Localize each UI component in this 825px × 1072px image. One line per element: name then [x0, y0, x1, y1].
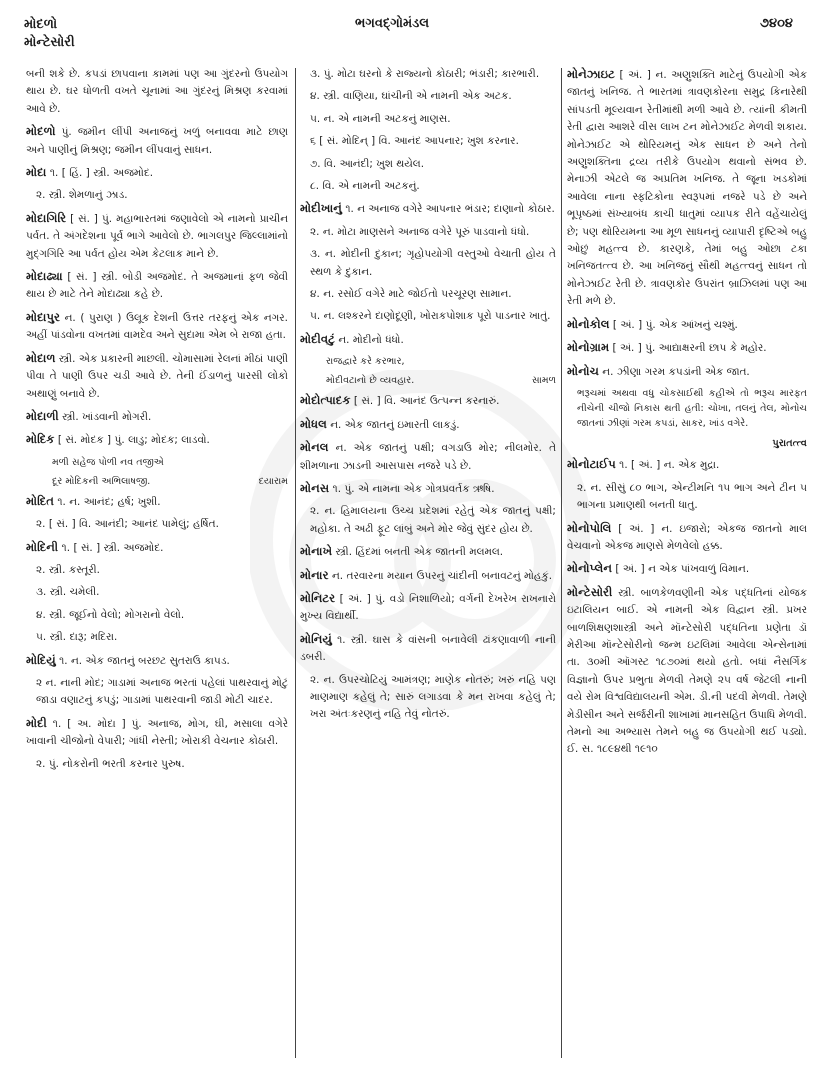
sub-sense: ૩. સ્ત્રી. ચમેલી. [36, 586, 100, 599]
sub-sense: ૮. વિ. એ નામની અટકનું. [310, 180, 420, 193]
headword: મોનાર [300, 567, 329, 582]
definition: સ્ત્રી. બાળકેળવણીની એક પદ્ધતિનાં યોજક ઇટાલિયન બાઈ. એ નામની એક વિદ્વાન સ્ત્રી. પ્રખર બાળશિક્ષણશાસ્ત્રી અને મૉન્ટેસોરી પદ્ધતિના પ્રણેતા ડૉ મેરીઆ મૉન્ટેસોરીનો જન્મ ઇટલિમાં આવેલા એન્સેનામાં તા. ૩૦મી ઑગસ્ટ ૧૮૭૦માં થયો હતો. બધાં નૈસર્ગિક વિજ્ઞાનો ઉપર પ્રભુતા મેળવી તેમણે ૨૫ વર્ષ જેટલી નાની વયે રોમ વિશ્વવિદ્યાલયની એમ. ડી.ની પદવી મેળવી. તેમણે મેડીસીન અને સર્જરીની શાખામાં માનસહિત ઉપાધિ મેળવી. તેમનો આ અભ્યાસ તેમને બહુ જ ઉપયોગી થઈ પડ્યો. ઈ. સ. ૧૮૯૪થી ૧૯૧૦ [567, 586, 808, 756]
definition: પું. જમીન લીંપી અનાજનું ખળું બનાવવા માટે છાણ અને પાણીનું મિશ્રણ; જમીન લીંપવાનું સાધન. [26, 126, 288, 156]
sub-sense: ૩. પું. મોટા ઘરનો કે રાજ્યનો કોઠારી; ભંડારી; કારભારી. [310, 68, 540, 80]
dictionary-entry [26, 493, 288, 511]
definition: સ્ત્રી. એક પ્રકારની માછલી. ચોમાસામાં રેલનાં મીઠાં પાણી પીવા તે પાણી ઉપર ચડી આવે છે. તેની ઈંડાળનું પારસી લોકો અથાણું બનાવે છે. [26, 352, 288, 400]
book-title: ભગવદ્ગોમંડલ [355, 16, 430, 31]
headword: મોદા [26, 165, 47, 180]
guide-words [24, 16, 75, 52]
definition: ૧. ન અનાજ વગેરે આપનાર ભંડાર; દાણાનો કોઠાર. [341, 203, 555, 216]
headword: મોનોગ્રામ [567, 340, 610, 355]
column-3 [567, 66, 807, 764]
dictionary-entry [300, 331, 556, 349]
definition: સ્ત્રી. ખાંડવાની મોગરી. [58, 410, 152, 423]
definition: ૧. ન. એક જાતનું બરછટ સુતરાઉ કાપડ. [55, 654, 230, 667]
definition: [ સં. મોદક ] પું. લાડુ; મોદક; લાડવો. [54, 434, 210, 447]
sub-sense: ૪. સ્ત્રી. વાણિયા, ઘાંચીની એ નામની એક અટક. [310, 90, 512, 103]
sub-sense: ૨ ન. નાની મોદ; ગાડામાં અનાજ ભરતાં પહેલાં પાથરવાનું મોટું જાડા વણાટનું કપડું; ગાડામાં પાથરવાની જાડી મોટી ચાદર. [36, 676, 288, 707]
sub-sense: ૨. [ સં. ] વિ. આનંદી; આનંદ પામેલું; હર્ષિત. [36, 518, 219, 531]
definition: ન. ( પુરાણ ) ઉલૂક દેશની ઉત્તર તરફનું એક નગર. અહીં પાંડવોના વખતમાં વામદેવ અને સુદામા એમ બે રાજા હતા. [26, 311, 288, 342]
sub-sense: ૨. ન. ઉપરચોટિયું આમંત્રણ; માણેક નોતરું; ખરું નહિ પણ માણમાણ કહેલું તે; સારું લગાડવા કે મન રાખવા કહેલું તે; ખરા અંતઃકરણનું નહિ તેવું નોતરું. [310, 673, 556, 721]
definition: [ સં. ] સ્ત્રી. બોડી અજમોદ. તે અજમાનાં ફળ જેવી થાય છે માટે તેને મોદાઢ્યા કહે છે. [26, 271, 288, 301]
definition: ન. એક જાતનું પક્ષી; વગડાઉ મોર; નીલમોર. તે શીમળાના ઝાડની આસપાસ નજરે પડે છે. [300, 442, 556, 472]
headword: મોદી [26, 715, 47, 730]
definition: ૧. [ હિં. ] સ્ત્રી. અજમોદ. [46, 167, 154, 180]
headword: મોનિટર [300, 590, 336, 605]
dictionary-entry [567, 520, 807, 556]
sub-sense: ૫. ન. એ નામની અટકનું માણસ. [310, 112, 451, 125]
sub-sense: ૨. પું. નોકરોની ભરતી કરનાર પુરુષ. [36, 757, 185, 770]
dictionary-entry [567, 339, 807, 357]
column-2 [300, 66, 556, 729]
sub-sense: ૨. ન. મોટા માણસને અનાજ વગેરે પૂરું પાડવાનો ધંધો. [310, 225, 530, 238]
definition: ૧. ન. આનંદ; હર્ષ; ખુશી. [53, 495, 161, 508]
sub-sense: ૪. ન. રસોઈ વગેરે માટે જોઈતો પરચૂરણ સામાન. [310, 288, 512, 301]
sub-sense: ૭. વિ. આનંદી; ખુશ થયેલ. [310, 157, 425, 170]
dictionary-entry [300, 543, 556, 561]
quote-text: મળી સહેજ પોળી નવ તજીએ [52, 456, 164, 468]
headword: મોદિક [26, 432, 55, 447]
definition: ૧. સ્ત્રી. ઘાસ કે વાંસની બનાવેલી ઢાંકણાવાળી નાની ડબરી. [300, 633, 556, 664]
headword: મોનાખે [300, 544, 333, 559]
dictionary-entry [300, 567, 556, 585]
page-number: ૭૪૦૪ [760, 16, 793, 31]
dictionary-entry [567, 363, 807, 381]
dictionary-entry [567, 456, 807, 474]
quote-text: ભરૂચમાં અથવા વધુ ચોકસાઈથી કહીએ તો ભરૂચ મારફત નીચેની ચીજો નિકાસ થતી હતી: ચોખા, તલનું તેલ, મોનોચ જાતનાં ઝીણાં ગરમ કપડાં, સાકર, ખાંડ વગેરે. [577, 387, 807, 429]
dictionary-entry [26, 539, 288, 557]
source-note: પુરાતત્ત્વ [772, 437, 807, 449]
headword: મોદિત [26, 493, 54, 508]
definition: [ અં. ] પું. આદ્યાક્ષરની છાપ કે મહોર. [609, 342, 767, 355]
definition: [ સં. ] પું. મહાભારતમાં જણાવેલો એ નામનો પ્રાચીન પર્વત. તે અંગદેશના પૂર્વ ભાગે આવેલો છે. ભાગલપુર જિલ્લામાંનો મુદ્‍ગગિરિ આ પર્વત હોય એમ કેટલાક માને છે. [26, 212, 288, 260]
quote-source: દયારામ [258, 475, 288, 487]
sub-sense: ૨. ન. હિમાલયના ઉચ્ચ પ્રદેશમાં રહેતું એક જાતનું પક્ષી; મહોકા. તે અઢી ફૂટ લાંબું અને મોર જેવું સુંદર હોય છે. [310, 505, 556, 535]
dictionary-entry [26, 350, 288, 403]
dictionary-entry [26, 123, 288, 159]
definition: [ અં. ] પું. વડો નિશાળિયો; વર્ગની દેખરેખ રાખનારો મુખ્ય વિદ્યાર્થી. [300, 592, 556, 623]
dictionary-entry [26, 268, 288, 304]
definition: ૧. [ અં. ] ન. એક મુદ્રા. [615, 459, 720, 472]
sub-sense: ૨. ન. સીસું ૮૦ ભાગ, એન્ટીમનિ ૧૫ ભાગ અને ટીન ૫ ભાગના પ્રમાણથી બનતી ધાતુ. [577, 481, 807, 512]
sub-sense: ૬ [ સં. મોદિન્ ] વિ. આનંદ આપનાર; ખુશ કરનાર. [310, 135, 519, 148]
dictionary-entry [567, 66, 807, 311]
headword: મોદિયું [26, 652, 56, 667]
dictionary-entry [26, 408, 288, 426]
dictionary-entry [300, 200, 556, 218]
sub-sense: ૨. સ્ત્રી. કસ્તૂરી. [36, 563, 101, 576]
quote-text: દૂર મોદિકની અભિલાષજી. [52, 475, 151, 487]
column-divider [561, 68, 562, 1058]
headword: મોદાગિરિ [26, 210, 67, 225]
sub-sense: ૫. ન. લશ્કરને દાણોદૂણી, ખોરાકપોશાક પૂરો પાડનાર ખાતું. [310, 310, 551, 323]
definition: [ અં. ] ન. અણુશક્તિ માટેનું ઉપયોગી એક જાતનું ખનિજ. તે ભારતમાં ત્રાવણકોરના સમુદ્ર કિનારેથી સાંપડતી મૂલ્યવાન રેતીમાંથી મળી આવે છે. ત્યાંની કીમતી રેતી દ્વારા આશરે વીસ લાખ ટન મોનેઝાઈટ મેળવી શકાય. મોનેઝાઈટ એ થોરિયમનું એક સાધન છે અને તેનો અણુશક્તિના દ્રવ્ય તરીકે ઉપયોગ થવાનો સંભવ છે. મેનાઝી એટલે જ અપ્રતિમ ખનિજ. તે જૂના ખડકોમાં આવેલા નાના સ્ફટિકોના સ્વરૂપમાં નજરે પડે છે અને ભૂપૃષ્ઠમાં સંખ્યાબંધ કાચી ધાતુમાં વ્યાપક રીતે વહેંચાયેલું છે; પણ થોરિયમના આ મૂળ સાધનનું વ્યાપારી દૃષ્ટિએ બહુ ઓછું મહત્ત્વ છે. કારણકે, તેમાં બહુ ઓછા ટકા ખનિજતત્ત્વ છે. આ ખનિજનું સૌથી મહત્ત્વનું સાધન તો મોનેઝાઈટ રેતી છે. ત્રાવણકોર ઉપરાંત બ્રાઝિલમાં પણ આ રેતી મળે છે. [567, 69, 807, 308]
headword: મોદીખાનું [300, 201, 342, 216]
headword: મોનેઝાઇટ [567, 67, 615, 81]
definition: [ અં. ] ન. ઇજારો; એકજ જાતનો માલ વેચવાનો એકજ માણસે મેળવેલો હક્ક. [567, 522, 807, 552]
dictionary-entry [26, 652, 288, 670]
definition: [ સં. ] વિ. આનંદ ઉત્પન્ન કરનારું. [350, 395, 500, 408]
dictionary-entry [567, 560, 807, 578]
headword: મોદોત્પાદક [300, 393, 351, 408]
guide-word-first: મોદળો [24, 17, 58, 32]
citation-quote [26, 474, 288, 489]
dictionary-entry [26, 164, 288, 182]
citation-quote [26, 455, 288, 470]
headword: મોદીવટું [300, 331, 335, 346]
definition: ન. તરવારના મયાન ઉપરનું ચાંદીની બનાવટનું મોહકું. [328, 569, 553, 582]
headword: મોનોકોલ [567, 316, 610, 331]
dictionary-entry [567, 584, 807, 759]
headword: મોન્ટેસોરી [567, 584, 613, 599]
citation-quote [300, 373, 556, 388]
definition: ન. મોદીનો ધંધો. [334, 333, 404, 346]
definition: ન. એક જાતનું ઇમારતી લાકડું. [326, 418, 460, 431]
citation-quote [300, 354, 556, 369]
citation-quote [567, 386, 807, 431]
definition: [ અં. ] ન એક પાંખવાળું વિમાન. [612, 563, 750, 576]
quote-text: રાજદ્વારે કરે કરભાર, [326, 356, 405, 368]
dictionary-entry [26, 210, 288, 263]
headword: મોનિયું [300, 631, 332, 646]
headword: મોનોપોલિ [567, 520, 612, 535]
headword: મોનોચ [567, 363, 599, 378]
dictionary-entry [300, 480, 556, 498]
dictionary-entry [300, 416, 556, 434]
sub-sense: ૫. સ્ત્રી. દારૂ; મદિરા. [36, 631, 118, 644]
definition: ૧. [ સં. ] સ્ત્રી. અજમોદ. [58, 541, 164, 554]
continued-text: બની શકે છે. કપડાં છાપવાના કામમાં પણ આ ગુંદરનો ઉપયોગ થાય છે. ઘર ધોળતી વખતે ચૂનામાં આ ગુંદરનું મિશ્રણ કરવામાં આવે છે. [26, 68, 288, 115]
headword: મોદાળી [26, 408, 59, 423]
headword: મોદાપુર [26, 309, 61, 324]
headword: મોદાળ [26, 350, 56, 365]
dictionary-entry [300, 439, 556, 475]
headword: મોદાઢ્યા [26, 269, 63, 284]
dictionary-entry [26, 431, 288, 449]
headword: મોનોપ્લેન [567, 561, 612, 576]
dictionary-entry [26, 309, 288, 345]
headword: મોનોટાઈપ [567, 457, 616, 472]
column-divider [295, 68, 296, 1058]
definition: ૧. પું. એ નામના એક ગોત્રપ્રવર્તક ઋષિ. [329, 482, 495, 495]
dictionary-entry [300, 631, 556, 667]
headword: મોધલ [300, 416, 327, 431]
definition: ૧. [ અ. મોદા ] પું. અનાજ, મોગ, ઘી, મસાલા વગેરે ખાવાની ચીજોનો વેપારી; ગાંધી નેસ્તી; ખોરાકી વેચનાર કોઠારી. [26, 717, 288, 748]
headword: મોનલ [300, 440, 329, 455]
column-1 [26, 48, 288, 778]
definition: [ અં. ] પું. એક આંખનું ચશ્મું. [609, 318, 738, 331]
quote-text: મોદીવટાનો છે વ્યવહાર. [326, 375, 415, 387]
headword: મોદિની [26, 539, 59, 554]
headword: મોનસ [300, 480, 330, 495]
dictionary-entry [300, 392, 556, 410]
dictionary-entry [300, 590, 556, 626]
quote-source: સામળ [531, 375, 556, 387]
sub-sense: ૩. ન. મોદીની દુકાન; ગૃહોપયોગી વસ્તુઓ વેચાતી હોય તે સ્થળ કે દુકાન. [310, 248, 556, 278]
guide-word-last: મોન્ટેસોરી [24, 35, 75, 50]
definition: સ્ત્રી. હિંદમાં બનતી એક જાતની મલમલ. [332, 546, 504, 559]
sub-sense: ૨. સ્ત્રી. શેમળાનું ઝાડ. [36, 189, 128, 202]
sub-sense: ૪. સ્ત્રી. જૂઈનો વેલો; મોગરાનો વેલો. [36, 608, 185, 621]
headword: મોદળો [26, 124, 56, 139]
dictionary-entry [26, 715, 288, 751]
dictionary-entry [567, 316, 807, 334]
definition: ન. ઝીણા ગરમ કપડાંની એક જાત. [598, 365, 750, 378]
